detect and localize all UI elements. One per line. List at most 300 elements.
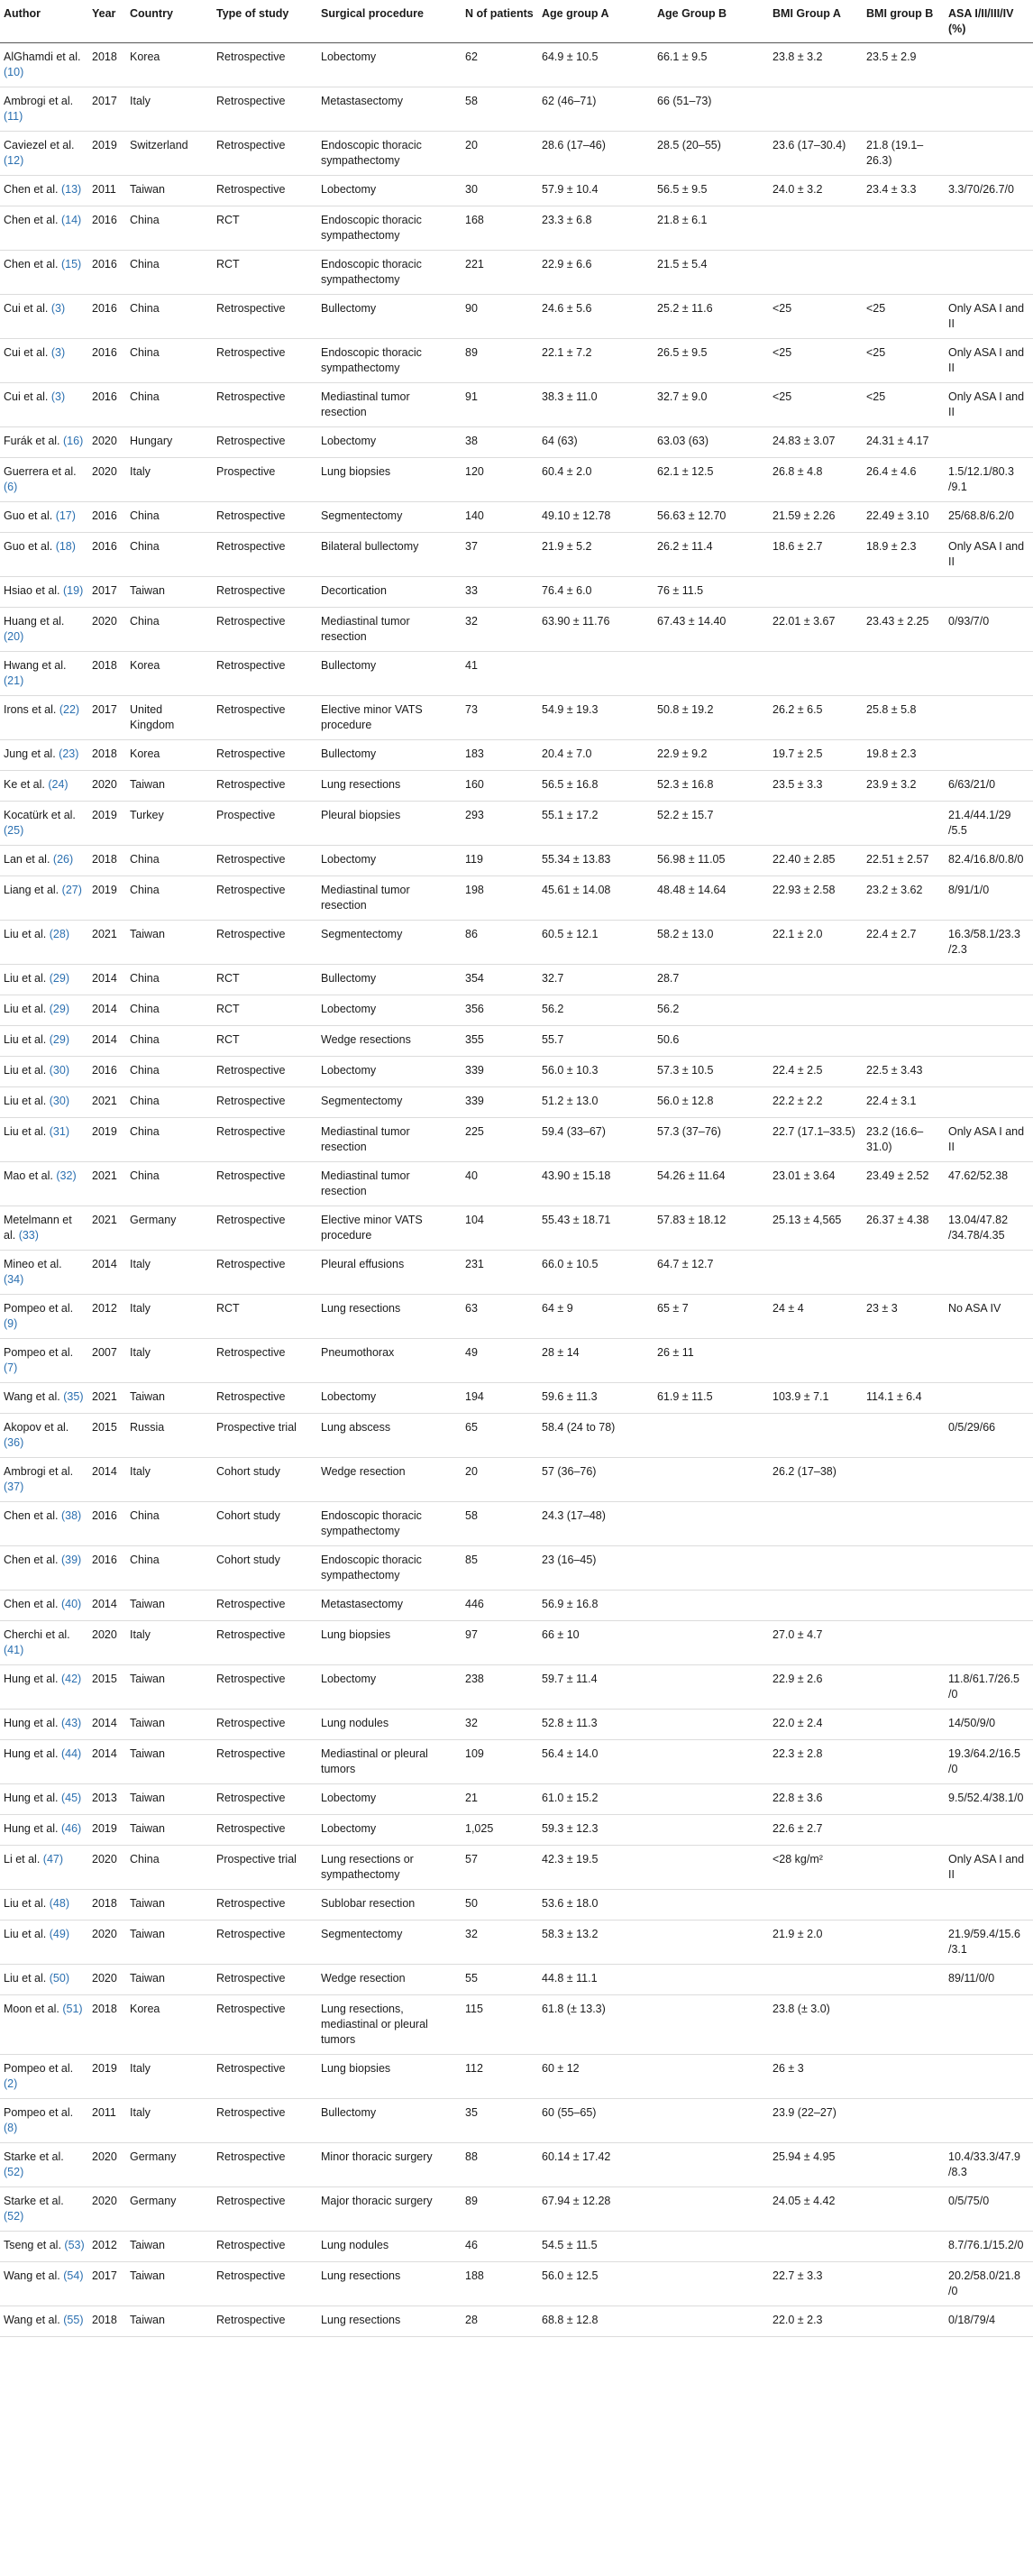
reference-link[interactable]: (15)	[60, 258, 82, 270]
bmi-b-cell	[863, 652, 945, 696]
patients-cell: 89	[462, 2187, 538, 2232]
country-cell: Germany	[126, 2187, 213, 2232]
study-type-cell: Retrospective	[213, 1591, 317, 1621]
author-cell	[0, 2306, 88, 2337]
asa-cell: 82.4/16.8/0.8/0	[945, 846, 1033, 876]
reference-link[interactable]: (10)	[4, 66, 24, 78]
procedure-cell: Lobectomy	[317, 1057, 462, 1087]
reference-link[interactable]: (22)	[59, 703, 80, 716]
year-cell: 2020	[88, 1965, 126, 1995]
reference-link[interactable]: (11)	[4, 110, 23, 123]
year-cell: 2021	[88, 1383, 126, 1414]
bmi-a-cell	[769, 1251, 863, 1295]
asa-cell: 25/68.8/6.2/0	[945, 502, 1033, 533]
asa-cell: 0/5/75/0	[945, 2187, 1033, 2232]
patients-cell: 183	[462, 740, 538, 771]
age-b-cell: 64.7 ± 12.7	[654, 1251, 769, 1295]
reference-link[interactable]: (3)	[50, 302, 66, 315]
bmi-a-cell: 19.7 ± 2.5	[769, 740, 863, 771]
asa-cell	[945, 206, 1033, 251]
procedure-cell: Endoscopic thoracic sympathectomy	[317, 206, 462, 251]
age-b-cell: 21.8 ± 6.1	[654, 206, 769, 251]
year-cell: 2014	[88, 965, 126, 995]
age-b-cell	[654, 1846, 769, 1890]
author-name: Liang et al.	[4, 884, 59, 896]
reference-link[interactable]: (33)	[18, 1229, 39, 1242]
asa-cell	[945, 427, 1033, 458]
age-b-cell: 50.6	[654, 1026, 769, 1057]
patients-cell: 97	[462, 1621, 538, 1665]
age-a-cell: 49.10 ± 12.78	[538, 502, 654, 533]
patients-cell: 58	[462, 87, 538, 132]
reference-link[interactable]: (8)	[4, 2122, 18, 2134]
age-a-cell: 60 ± 12	[538, 2055, 654, 2099]
table-row	[0, 383, 1033, 427]
procedure-cell: Lobectomy	[317, 427, 462, 458]
bmi-b-cell	[863, 251, 945, 295]
reference-link[interactable]: (32)	[56, 1169, 77, 1182]
procedure-cell: Minor thoracic surgery	[317, 2143, 462, 2187]
year-cell: 2018	[88, 652, 126, 696]
age-a-cell: 66.0 ± 10.5	[538, 1251, 654, 1295]
reference-link[interactable]: (54)	[63, 2269, 84, 2282]
table-row	[0, 1118, 1033, 1162]
year-cell: 2019	[88, 1118, 126, 1162]
reference-link[interactable]: (9)	[4, 1317, 18, 1330]
patients-cell: 62	[462, 43, 538, 87]
bmi-a-cell	[769, 1591, 863, 1621]
col-type-header: Type of study	[213, 0, 317, 43]
age-b-cell	[654, 1621, 769, 1665]
asa-cell	[945, 1815, 1033, 1846]
reference-link[interactable]: (51)	[62, 2003, 83, 2015]
reference-link[interactable]: (36)	[4, 1436, 24, 1449]
table-row	[0, 43, 1033, 87]
author-name: Huang et al.	[4, 615, 65, 628]
bmi-b-cell	[863, 802, 945, 846]
patients-cell: 57	[462, 1846, 538, 1890]
reference-link[interactable]: (27)	[61, 884, 82, 896]
bmi-a-cell	[769, 1546, 863, 1591]
author-name: Moon et al.	[4, 2003, 59, 2015]
author-name: Starke et al.	[4, 2150, 64, 2163]
bmi-a-cell: 23.01 ± 3.64	[769, 1162, 863, 1206]
study-type-cell: Retrospective	[213, 1087, 317, 1118]
table-row	[0, 1921, 1033, 1965]
country-cell: Taiwan	[126, 577, 213, 608]
author-cell	[0, 1665, 88, 1710]
bmi-a-cell: 22.4 ± 2.5	[769, 1057, 863, 1087]
bmi-a-cell: 22.6 ± 2.7	[769, 1815, 863, 1846]
reference-link[interactable]: (37)	[4, 1481, 24, 1493]
author-name: Chen et al.	[4, 214, 59, 226]
study-type-cell: RCT	[213, 1295, 317, 1339]
reference-link[interactable]: (24)	[48, 778, 69, 791]
bmi-a-cell: 22.01 ± 3.67	[769, 608, 863, 652]
study-type-cell: Retrospective	[213, 1710, 317, 1740]
bmi-b-cell: <25	[863, 339, 945, 383]
reference-link[interactable]: (20)	[4, 630, 24, 643]
country-cell: China	[126, 533, 213, 577]
procedure-cell: Bullectomy	[317, 965, 462, 995]
author-name: Wang et al.	[4, 2269, 60, 2282]
reference-link[interactable]: (52)	[4, 2210, 24, 2223]
reference-link[interactable]: (50)	[49, 1972, 69, 1985]
age-b-cell: 32.7 ± 9.0	[654, 383, 769, 427]
asa-cell	[945, 132, 1033, 176]
col-bmi-a-header: BMI Group A	[769, 0, 863, 43]
age-a-cell: 28.6 (17–46)	[538, 132, 654, 176]
table-row	[0, 1784, 1033, 1815]
year-cell: 2020	[88, 608, 126, 652]
table-row	[0, 1414, 1033, 1458]
procedure-cell: Bullectomy	[317, 295, 462, 339]
age-b-cell: 48.48 ± 14.64	[654, 876, 769, 921]
procedure-cell: Lobectomy	[317, 1815, 462, 1846]
study-type-cell: Retrospective	[213, 1815, 317, 1846]
patients-cell: 86	[462, 921, 538, 965]
procedure-cell: Lobectomy	[317, 846, 462, 876]
procedure-cell: Metastasectomy	[317, 1591, 462, 1621]
col-country-header: Country	[126, 0, 213, 43]
study-type-cell: Cohort study	[213, 1458, 317, 1502]
year-cell: 2012	[88, 2232, 126, 2262]
procedure-cell: Lung resections	[317, 2306, 462, 2337]
table-row	[0, 2143, 1033, 2187]
asa-cell: 0/18/79/4	[945, 2306, 1033, 2337]
reference-link[interactable]: (28)	[49, 928, 69, 940]
reference-link[interactable]: (39)	[60, 1554, 82, 1566]
col-author-header: Author	[0, 0, 88, 43]
asa-cell: 11.8/61.7/26.5 /0	[945, 1665, 1033, 1710]
age-b-cell	[654, 1890, 769, 1921]
reference-link[interactable]: (46)	[60, 1822, 82, 1835]
patients-cell: 20	[462, 1458, 538, 1502]
table-row	[0, 1815, 1033, 1846]
bmi-b-cell	[863, 1251, 945, 1295]
age-a-cell: 53.6 ± 18.0	[538, 1890, 654, 1921]
author-cell	[0, 2099, 88, 2143]
reference-link[interactable]: (23)	[59, 747, 79, 760]
age-a-cell: 22.9 ± 6.6	[538, 251, 654, 295]
age-b-cell	[654, 2143, 769, 2187]
asa-cell	[945, 43, 1033, 87]
country-cell: China	[126, 295, 213, 339]
bmi-b-cell: 23.2 ± 3.62	[863, 876, 945, 921]
age-a-cell: 60.4 ± 2.0	[538, 458, 654, 502]
procedure-cell: Endoscopic thoracic sympathectomy	[317, 251, 462, 295]
country-cell: Italy	[126, 1458, 213, 1502]
bmi-a-cell	[769, 1890, 863, 1921]
procedure-cell: Lung biopsies	[317, 2055, 462, 2099]
reference-link[interactable]: (29)	[49, 972, 69, 985]
bmi-a-cell	[769, 965, 863, 995]
study-type-cell: Retrospective	[213, 846, 317, 876]
reference-link[interactable]: (16)	[63, 435, 84, 447]
country-cell: Italy	[126, 458, 213, 502]
author-name: Chen et al.	[4, 1598, 59, 1610]
bmi-a-cell	[769, 87, 863, 132]
study-type-cell: Retrospective	[213, 132, 317, 176]
asa-cell: 8.7/76.1/15.2/0	[945, 2232, 1033, 2262]
reference-link[interactable]: (19)	[63, 584, 84, 597]
author-name: Liu et al.	[4, 1003, 47, 1015]
study-type-cell: Cohort study	[213, 1502, 317, 1546]
reference-link[interactable]: (14)	[60, 214, 82, 226]
asa-cell: 10.4/33.3/47.9 /8.3	[945, 2143, 1033, 2187]
bmi-b-cell	[863, 577, 945, 608]
bmi-b-cell	[863, 965, 945, 995]
asa-cell: No ASA IV	[945, 1295, 1033, 1339]
country-cell: Korea	[126, 652, 213, 696]
patients-cell: 35	[462, 2099, 538, 2143]
country-cell: China	[126, 1026, 213, 1057]
study-type-cell: Retrospective	[213, 740, 317, 771]
country-cell: Taiwan	[126, 1740, 213, 1784]
age-b-cell: 58.2 ± 13.0	[654, 921, 769, 965]
patients-cell: 339	[462, 1057, 538, 1087]
reference-link[interactable]: (52)	[4, 2166, 24, 2178]
reference-link[interactable]: (29)	[49, 1033, 69, 1046]
bmi-b-cell: 18.9 ± 2.3	[863, 533, 945, 577]
country-cell: Taiwan	[126, 2306, 213, 2337]
bmi-a-cell: 23.5 ± 3.3	[769, 771, 863, 802]
table-row	[0, 1546, 1033, 1591]
age-b-cell: 63.03 (63)	[654, 427, 769, 458]
bmi-a-cell	[769, 251, 863, 295]
bmi-a-cell: 24.83 ± 3.07	[769, 427, 863, 458]
procedure-cell: Endoscopic thoracic sympathectomy	[317, 1546, 462, 1591]
procedure-cell: Lung nodules	[317, 1710, 462, 1740]
col-procedure-header: Surgical procedure	[317, 0, 462, 43]
table-row	[0, 2262, 1033, 2306]
table-row	[0, 87, 1033, 132]
bmi-a-cell: 25.94 ± 4.95	[769, 2143, 863, 2187]
table-row	[0, 1295, 1033, 1339]
age-a-cell: 56.0 ± 10.3	[538, 1057, 654, 1087]
reference-link[interactable]: (13)	[60, 183, 82, 196]
table-row	[0, 1710, 1033, 1740]
table-row	[0, 251, 1033, 295]
procedure-cell: Lung resections or sympathectomy	[317, 1846, 462, 1890]
reference-link[interactable]: (21)	[4, 674, 24, 687]
author-cell	[0, 43, 88, 87]
reference-link[interactable]: (45)	[60, 1792, 82, 1804]
reference-link[interactable]: (49)	[49, 1928, 69, 1940]
country-cell: Taiwan	[126, 1815, 213, 1846]
study-type-cell: Retrospective	[213, 577, 317, 608]
year-cell: 2011	[88, 2099, 126, 2143]
age-a-cell: 61.8 (± 13.3)	[538, 1995, 654, 2055]
year-cell: 2018	[88, 2306, 126, 2337]
bmi-b-cell	[863, 1921, 945, 1965]
asa-cell: 0/93/7/0	[945, 608, 1033, 652]
asa-cell	[945, 1087, 1033, 1118]
bmi-a-cell	[769, 802, 863, 846]
reference-link[interactable]: (44)	[60, 1747, 82, 1760]
bmi-a-cell: 22.40 ± 2.85	[769, 846, 863, 876]
table-row	[0, 965, 1033, 995]
bmi-a-cell	[769, 206, 863, 251]
procedure-cell: Bullectomy	[317, 740, 462, 771]
patients-cell: 188	[462, 2262, 538, 2306]
author-name: Liu et al.	[4, 928, 47, 940]
reference-link[interactable]: (43)	[60, 1717, 82, 1729]
patients-cell: 194	[462, 1383, 538, 1414]
author-name: Jung et al.	[4, 747, 56, 760]
author-cell	[0, 339, 88, 383]
reference-link[interactable]: (25)	[4, 824, 24, 837]
patients-cell: 90	[462, 295, 538, 339]
age-a-cell: 22.1 ± 7.2	[538, 339, 654, 383]
patients-cell: 231	[462, 1251, 538, 1295]
age-a-cell: 21.9 ± 5.2	[538, 533, 654, 577]
country-cell: China	[126, 1118, 213, 1162]
author-cell	[0, 1295, 88, 1339]
reference-link[interactable]: (41)	[4, 1644, 24, 1656]
bmi-b-cell	[863, 1740, 945, 1784]
age-a-cell: 59.7 ± 11.4	[538, 1665, 654, 1710]
bmi-b-cell: 22.4 ± 2.7	[863, 921, 945, 965]
reference-link[interactable]: (34)	[4, 1273, 24, 1286]
asa-cell	[945, 251, 1033, 295]
bmi-b-cell: 23 ± 3	[863, 1295, 945, 1339]
reference-link[interactable]: (31)	[49, 1125, 69, 1138]
author-cell	[0, 696, 88, 740]
author-cell	[0, 608, 88, 652]
author-cell	[0, 1251, 88, 1295]
procedure-cell: Lung abscess	[317, 1414, 462, 1458]
bmi-a-cell: 22.7 (17.1–33.5)	[769, 1118, 863, 1162]
procedure-cell: Metastasectomy	[317, 87, 462, 132]
study-type-cell: Retrospective	[213, 295, 317, 339]
reference-link[interactable]: (29)	[49, 1003, 69, 1015]
country-cell: China	[126, 1502, 213, 1546]
asa-cell	[945, 2099, 1033, 2143]
country-cell: China	[126, 206, 213, 251]
age-b-cell: 28.7	[654, 965, 769, 995]
age-a-cell: 61.0 ± 15.2	[538, 1784, 654, 1815]
reference-link[interactable]: (17)	[55, 509, 76, 522]
reference-link[interactable]: (18)	[55, 540, 76, 553]
bmi-a-cell: 23.8 ± 3.2	[769, 43, 863, 87]
reference-link[interactable]: (30)	[49, 1095, 69, 1107]
country-cell: Taiwan	[126, 1965, 213, 1995]
table-row	[0, 696, 1033, 740]
study-type-cell: Retrospective	[213, 1251, 317, 1295]
table-row	[0, 1965, 1033, 1995]
year-cell: 2017	[88, 696, 126, 740]
author-cell	[0, 1057, 88, 1087]
bmi-b-cell: 22.4 ± 3.1	[863, 1087, 945, 1118]
reference-link[interactable]: (6)	[4, 481, 18, 493]
author-name: Furák et al.	[4, 435, 60, 447]
reference-link[interactable]: (53)	[64, 2239, 85, 2251]
bmi-a-cell: 18.6 ± 2.7	[769, 533, 863, 577]
year-cell: 2019	[88, 2055, 126, 2099]
reference-link[interactable]: (40)	[60, 1598, 82, 1610]
age-a-cell: 23 (16–45)	[538, 1546, 654, 1591]
year-cell: 2017	[88, 2262, 126, 2306]
bmi-a-cell	[769, 1502, 863, 1546]
age-a-cell	[538, 652, 654, 696]
reference-link[interactable]: (3)	[50, 346, 66, 359]
patients-cell: 112	[462, 2055, 538, 2099]
reference-link[interactable]: (12)	[4, 154, 24, 167]
patients-cell: 63	[462, 1295, 538, 1339]
country-cell: Italy	[126, 87, 213, 132]
reference-link[interactable]: (47)	[42, 1853, 64, 1866]
year-cell: 2014	[88, 1710, 126, 1740]
table-row	[0, 1251, 1033, 1295]
country-cell: Taiwan	[126, 1665, 213, 1710]
reference-link[interactable]: (2)	[4, 2077, 18, 2090]
reference-link[interactable]: (7)	[4, 1361, 18, 1374]
bmi-b-cell	[863, 1710, 945, 1740]
table-row	[0, 1846, 1033, 1890]
study-type-cell: Retrospective	[213, 1965, 317, 1995]
table-row	[0, 132, 1033, 176]
reference-link[interactable]: (35)	[63, 1390, 84, 1403]
study-type-cell: Retrospective	[213, 1784, 317, 1815]
reference-link[interactable]: (3)	[50, 390, 66, 403]
table-row	[0, 502, 1033, 533]
col-n-header: N of patients	[462, 0, 538, 43]
author-cell	[0, 740, 88, 771]
table-row	[0, 1026, 1033, 1057]
country-cell: Korea	[126, 740, 213, 771]
year-cell: 2020	[88, 1921, 126, 1965]
bmi-b-cell	[863, 1784, 945, 1815]
author-name: Hung et al.	[4, 1822, 59, 1835]
reference-link[interactable]: (38)	[60, 1509, 82, 1522]
author-name: Hung et al.	[4, 1747, 59, 1760]
age-b-cell	[654, 1458, 769, 1502]
reference-link[interactable]: (55)	[63, 2314, 84, 2326]
year-cell: 2012	[88, 1295, 126, 1339]
author-name: Hsiao et al.	[4, 584, 60, 597]
bmi-b-cell	[863, 995, 945, 1026]
author-name: Mao et al.	[4, 1169, 53, 1182]
author-cell	[0, 577, 88, 608]
reference-link[interactable]: (26)	[52, 853, 74, 866]
age-a-cell: 60.14 ± 17.42	[538, 2143, 654, 2187]
author-cell	[0, 846, 88, 876]
bmi-a-cell	[769, 652, 863, 696]
author-cell	[0, 1162, 88, 1206]
bmi-a-cell: 22.0 ± 2.4	[769, 1710, 863, 1740]
bmi-a-cell: 22.8 ± 3.6	[769, 1784, 863, 1815]
country-cell: Italy	[126, 2099, 213, 2143]
country-cell: China	[126, 1087, 213, 1118]
patients-cell: 85	[462, 1546, 538, 1591]
reference-link[interactable]: (30)	[49, 1064, 69, 1077]
country-cell: Taiwan	[126, 176, 213, 206]
bmi-b-cell	[863, 1339, 945, 1383]
author-name: Liu et al.	[4, 1897, 47, 1910]
author-cell	[0, 921, 88, 965]
bmi-b-cell	[863, 1665, 945, 1710]
year-cell: 2016	[88, 295, 126, 339]
study-type-cell: Retrospective	[213, 2306, 317, 2337]
reference-link[interactable]: (42)	[60, 1673, 82, 1685]
age-a-cell: 56.5 ± 16.8	[538, 771, 654, 802]
study-type-cell: Retrospective	[213, 1383, 317, 1414]
author-cell	[0, 802, 88, 846]
reference-link[interactable]: (48)	[49, 1897, 69, 1910]
year-cell: 2016	[88, 1546, 126, 1591]
study-type-cell: RCT	[213, 1026, 317, 1057]
